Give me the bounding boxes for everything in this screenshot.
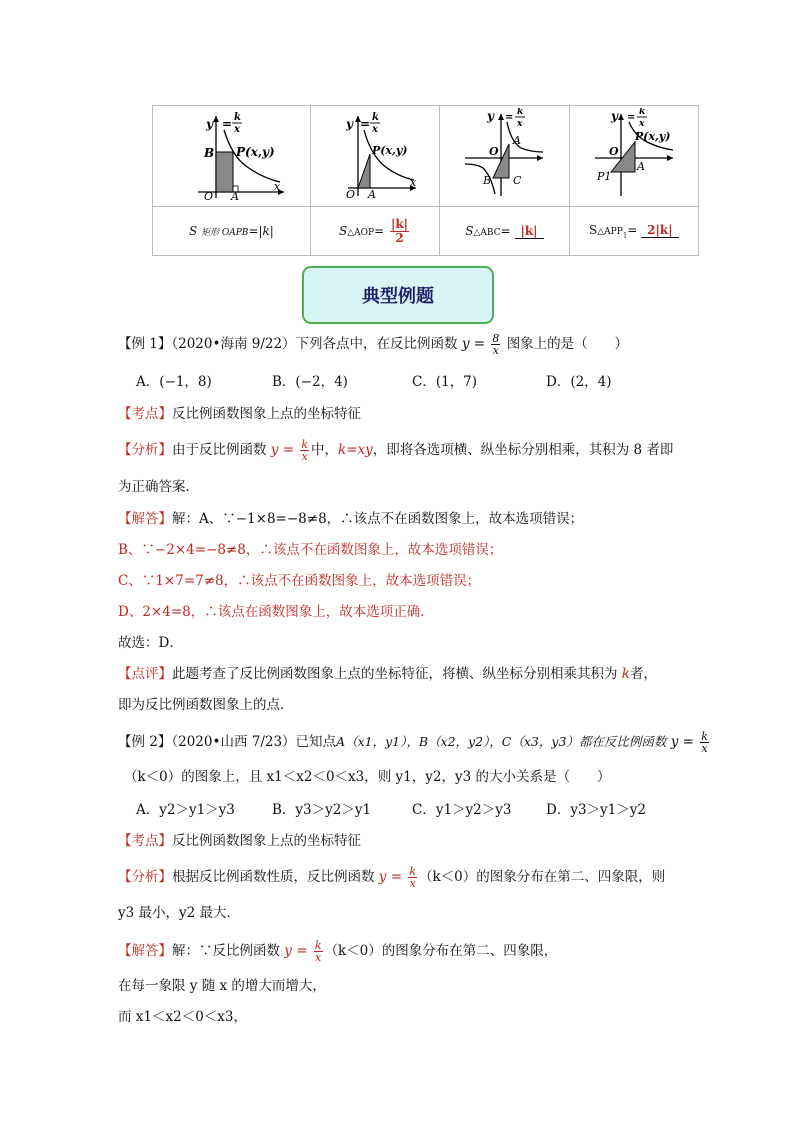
graph1-y-label: y <box>206 117 214 131</box>
svg-text:k: k <box>372 112 379 123</box>
ex1-options <box>136 373 612 391</box>
svg-text:k: k <box>234 112 242 123</box>
svg-text:O: O <box>608 145 619 158</box>
ex2-fenxi: 【分析】根据反比例函数性质，反比例函数 y = $\frac{k}{x}$ （k＜0）的图象分布在第二、四象限，则 <box>118 865 666 890</box>
ex2-jieda-3: 而 x1＜x2＜0＜x3， <box>118 1009 247 1025</box>
svg-text:k: k <box>638 108 646 117</box>
ex2-option-b[interactable]: B．y3＞y2＞y1 <box>272 802 372 818</box>
svg-text:y: y <box>346 117 353 131</box>
ex2-fenxi-cont: y3 最小，y2 最大． <box>118 905 241 921</box>
svg-text:O: O <box>489 145 499 158</box>
svg-text:O: O <box>346 188 356 200</box>
ex1-answer: 故选：D． <box>118 635 183 651</box>
svg-text:=: = <box>222 117 233 131</box>
ex2-jieda-2: 在每一象限 y 随 x 的增大而增大， <box>118 978 326 994</box>
svg-text:A: A <box>368 188 376 200</box>
ex1-dianping-cont: 即为反比例函数图象上的点． <box>118 697 294 713</box>
graph-cell-triangle-aop <box>310 106 439 207</box>
formula-app1: $S\triangle APP_1= 2|k|$ <box>569 207 698 256</box>
ex1-option-a[interactable]: A．(−1，8) <box>136 374 212 390</box>
ex1-option-c[interactable]: C．(1，7) <box>412 374 478 390</box>
svg-text:x: x <box>410 176 417 189</box>
svg-text:A: A <box>231 190 240 200</box>
svg-text:x: x <box>372 124 378 135</box>
graph-triangle-app1 <box>589 108 679 200</box>
ex2-option-a[interactable]: A．y2＞y1＞y3 <box>136 802 235 818</box>
svg-text:=: = <box>505 112 514 123</box>
svg-text:y: y <box>487 109 495 123</box>
svg-text:C: C <box>513 174 522 187</box>
formula-abc: S△ABC= |k| <box>440 207 569 256</box>
svg-text:k: k <box>517 108 524 117</box>
svg-text:P(x,y): P(x,y) <box>372 144 408 157</box>
ex2-jieda-1: 【解答】解：∵反比例函数 y = $\frac{k}{x}$ （k＜0）的图象分布在第二、四象限， <box>118 939 558 964</box>
ex2-option-d[interactable]: D．y3＞y1＞y2 <box>546 802 646 818</box>
graph-triangle-abc <box>459 108 549 200</box>
svg-text:P1: P1 <box>596 170 612 183</box>
graph-triangle-aop <box>330 108 420 200</box>
svg-text:=: = <box>626 112 636 123</box>
ex1-question: 【例 1】（2020•海南 9/22）下列各点中，在反比例函数 y = $\frac{8}{x}$ 图象上的是（ ） <box>118 332 629 357</box>
svg-text:y: y <box>610 109 618 123</box>
ex1-jieda-1: 【解答】解：A、∵−1×8=−8≠8，∴该点不在函数图象上，故本选项错误； <box>118 511 584 527</box>
svg-text:x: x <box>234 124 241 135</box>
ex2-question-cont: （k＜0）的图象上，且 x1＜x2＜0＜x3，则 y1，y2，y3 的大小关系是（ ） <box>124 769 611 785</box>
ex1-dianping: 【点评】此题考查了反比例函数图象上点的坐标特征，将横、纵坐标分别相乘其积为 k者， <box>118 666 657 682</box>
formula-rectangle: S 矩形 OAPB=|k| <box>153 207 311 256</box>
graph-rectangle <box>176 108 286 200</box>
ex2-kaodian: 【考点】反比例函数图象上点的坐标特征 <box>118 833 361 849</box>
ex1-kaodian: 【考点】反比例函数图象上点的坐标特征 <box>118 406 361 422</box>
ex1-option-b[interactable]: B．(−2，4) <box>272 374 348 390</box>
area-formula-table <box>152 105 699 256</box>
graph-cell-triangle-abc <box>440 106 569 207</box>
ex1-jieda-3: C、∵1×7=7≠8，∴该点不在函数图象上，故本选项错误； <box>118 573 481 589</box>
svg-text:x: x <box>517 119 523 129</box>
svg-text:A: A <box>513 134 522 147</box>
svg-text:x: x <box>638 119 645 129</box>
ex1-fenxi: 【分析】由于反比例函数 y = $\frac{k}{x}$ 中，k=xy，即将各选项横、纵坐标分别相乘，其积为 8 者即 <box>118 438 674 463</box>
ex1-option-d[interactable]: D．(2，4) <box>546 374 612 390</box>
ex1-jieda-4: D、2×4=8，∴该点在函数图象上，故本选项正确． <box>118 604 434 620</box>
formula-aop: S△AOP= $\frac{|k|}{2}$ <box>310 207 439 256</box>
ex1-jieda-2: B、∵−2×4=−8≠8，∴该点不在函数图象上，故本选项错误； <box>118 542 503 558</box>
svg-text:A: A <box>636 160 645 173</box>
ex2-question: 【例 2】（2020•山西 7/23）已知点A（x1，y1），B（x2，y2），C（x3，y3）都在反比例函数 y = $\frac{k}{x}$ <box>118 730 708 755</box>
ex2-options <box>136 801 646 819</box>
ex1-fenxi-cont: 为正确答案． <box>118 479 199 495</box>
svg-text:O: O <box>204 190 214 200</box>
svg-text:B: B <box>204 146 215 160</box>
ex2-option-c[interactable]: C．y1＞y2＞y3 <box>412 802 512 818</box>
svg-text:P(x,y): P(x,y) <box>634 130 671 143</box>
graph-cell-rectangle <box>153 106 311 207</box>
svg-text:x: x <box>274 180 281 193</box>
graph-cell-triangle-app1 <box>569 106 698 207</box>
svg-text:B: B <box>483 174 492 187</box>
section-title: 典型例题 <box>302 266 494 324</box>
svg-text:=: = <box>360 117 371 131</box>
svg-text:P(x,y): P(x,y) <box>236 145 276 159</box>
